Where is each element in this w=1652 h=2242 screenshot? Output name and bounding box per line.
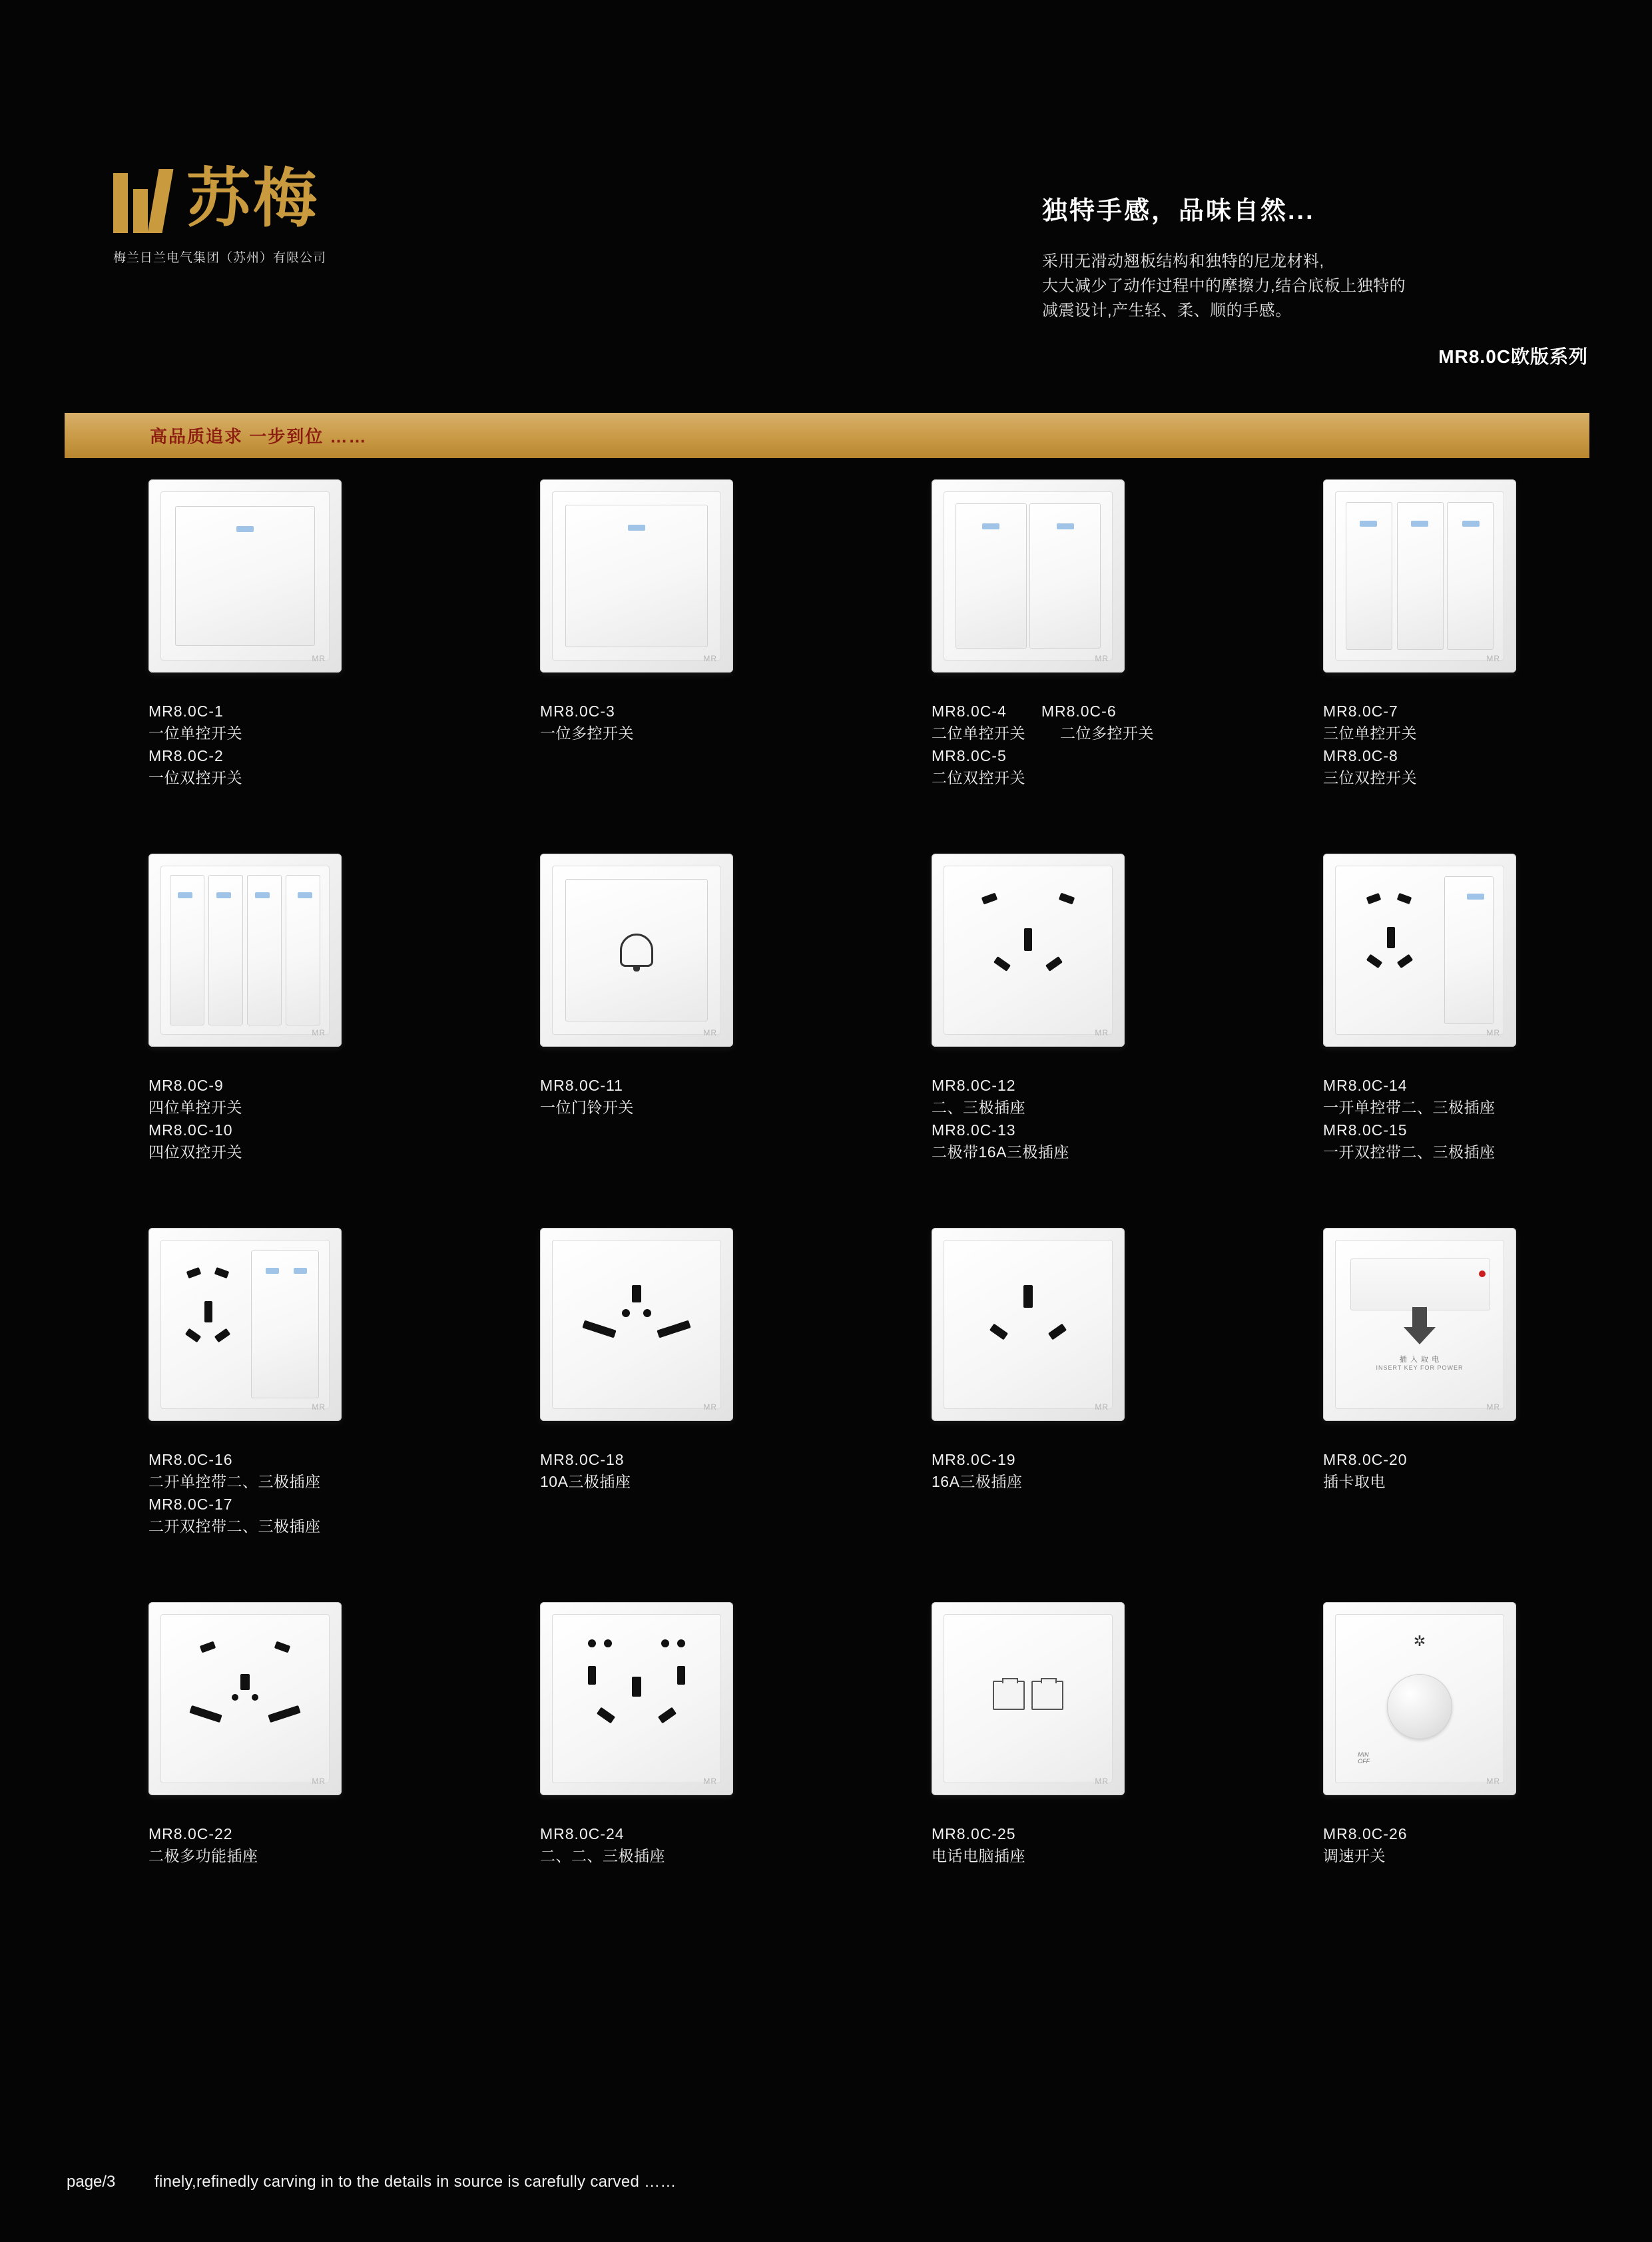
product-code: MR8.0C-10 (148, 1121, 233, 1139)
product-name: 二开双控带二、三极插座 (148, 1518, 321, 1536)
product-image-switch-3gang: MR (1323, 466, 1566, 686)
product-image-switch-1gang-multi: MR (540, 466, 783, 686)
card-slot-label (1323, 1354, 1516, 1371)
product-code: MR8.0C-7 (1323, 702, 1398, 720)
product-row (0, 840, 1652, 1215)
product-caption (932, 1823, 1175, 1963)
product-caption (1323, 701, 1566, 840)
data-jack-icon (1031, 1681, 1063, 1710)
product-name: 调速开关 (1323, 1847, 1386, 1865)
product-code: MR8.0C-9 (148, 1077, 224, 1094)
product-card[interactable] (392, 466, 783, 840)
product-caption (540, 1449, 783, 1589)
page-number: page/3 (67, 2173, 116, 2191)
product-row (0, 466, 1652, 840)
product-name: 二位双控开关 (932, 769, 1025, 787)
product-card[interactable] (0, 1215, 392, 1589)
product-card[interactable] (1175, 1215, 1566, 1589)
product-caption (932, 701, 1175, 840)
header-body-line-1: 采用无滑动翘板结构和独特的尼龙材料, (1042, 252, 1324, 270)
product-name: 三位双控开关 (1323, 769, 1417, 787)
product-name: 二、三极插座 (932, 1099, 1025, 1117)
product-card[interactable] (1175, 840, 1566, 1215)
product-caption (1323, 1823, 1566, 1963)
knob-scale (1358, 1751, 1370, 1765)
product-image-socket-1switch: MR (1323, 840, 1566, 1060)
product-code: MR8.0C-1 (148, 702, 224, 720)
product-name: 一位单控开关 (148, 724, 242, 742)
product-image-socket-multifunction: MR (148, 1589, 392, 1809)
product-card[interactable] (783, 466, 1175, 840)
product-image-socket-multi-10a: MR (540, 1215, 783, 1434)
product-row (0, 1215, 1652, 1589)
product-image-switch-2gang: MR (932, 466, 1175, 686)
product-code: MR8.0C-17 (148, 1495, 233, 1513)
product-caption (148, 1823, 392, 1963)
knob-label-min: MIN (1358, 1751, 1369, 1758)
section-banner (65, 413, 1589, 458)
product-code: MR8.0C-18 (540, 1451, 625, 1468)
product-card[interactable] (0, 466, 392, 840)
product-card[interactable] (0, 840, 392, 1215)
header-body-line-3: 减震设计,产生轻、柔、顺的手感。 (1042, 302, 1292, 320)
product-code: MR8.0C-13 (932, 1121, 1016, 1139)
product-name: 一开单控带二、三极插座 (1323, 1099, 1496, 1117)
product-name: 三位单控开关 (1323, 724, 1417, 742)
header-body-line-2: 大大减少了动作过程中的摩擦力,结合底板上独特的 (1042, 277, 1406, 296)
product-caption (148, 701, 392, 840)
product-name: 二、二、三极插座 (540, 1847, 665, 1865)
product-image-switch-4gang: MR (148, 840, 392, 1060)
speed-knob[interactable] (1387, 1674, 1452, 1739)
status-indicator (1479, 1270, 1486, 1277)
product-code: MR8.0C-20 (1323, 1451, 1408, 1468)
product-image-tel-data-socket: MR (932, 1589, 1175, 1809)
product-caption (932, 1075, 1175, 1215)
product-code: MR8.0C-6 (1041, 702, 1117, 720)
product-code: MR8.0C-3 (540, 702, 615, 720)
product-name: 二极多功能插座 (148, 1847, 258, 1865)
header-text-block (1042, 190, 1588, 369)
product-code: MR8.0C-14 (1323, 1077, 1408, 1094)
product-code: MR8.0C-25 (932, 1825, 1016, 1842)
product-caption (148, 1449, 392, 1589)
card-slot (1350, 1259, 1491, 1310)
product-card[interactable] (783, 1589, 1175, 1963)
telephone-jack-icon (993, 1681, 1025, 1710)
product-code: MR8.0C-2 (148, 746, 224, 764)
product-code: MR8.0C-26 (1323, 1825, 1408, 1842)
product-name: 一开双控带二、三极插座 (1323, 1143, 1496, 1161)
product-name: 四位双控开关 (148, 1143, 242, 1161)
product-name: 一位多控开关 (540, 724, 634, 742)
product-image-key-card-power: 插 入 取 电 INSERT KEY FOR POWER MR (1323, 1215, 1566, 1434)
section-banner-text: 高品质追求 一步到位 …… (150, 426, 368, 447)
brand-name: 苏梅 (186, 160, 320, 236)
product-code: MR8.0C-24 (540, 1825, 625, 1842)
product-name: 插卡取电 (1323, 1473, 1386, 1491)
product-card[interactable] (783, 1215, 1175, 1589)
product-image-doorbell-switch: MR (540, 840, 783, 1060)
product-name: 二位多控开关 (1060, 724, 1154, 742)
product-code: MR8.0C-15 (1323, 1121, 1408, 1139)
product-name: 一位门铃开关 (540, 1099, 634, 1117)
product-card[interactable] (392, 1589, 783, 1963)
product-caption (148, 1075, 392, 1215)
product-code: MR8.0C-8 (1323, 746, 1398, 764)
product-name: 电话电脑插座 (932, 1847, 1025, 1865)
product-code: MR8.0C-12 (932, 1077, 1016, 1094)
fan-icon: ✲ (1413, 1633, 1426, 1650)
product-code: MR8.0C-22 (148, 1825, 233, 1842)
card-label-cn: 插 入 取 电 (1399, 1355, 1440, 1364)
product-card[interactable] (392, 1215, 783, 1589)
product-code: MR8.0C-16 (148, 1451, 233, 1468)
product-name: 四位单控开关 (148, 1099, 242, 1117)
product-caption (540, 701, 783, 840)
product-name: 10A三极插座 (540, 1473, 631, 1491)
product-card[interactable] (1175, 1589, 1566, 1963)
product-name: 16A三极插座 (932, 1473, 1023, 1491)
product-caption (540, 1823, 783, 1963)
product-code: MR8.0C-5 (932, 746, 1007, 764)
product-image-socket-2switch: MR (148, 1215, 392, 1434)
brand-logo (113, 160, 393, 266)
bell-icon (620, 934, 653, 967)
product-image-socket-16a: MR (932, 1215, 1175, 1434)
series-label: MR8.0C欧版系列 (1438, 346, 1588, 367)
product-name: 二极带16A三极插座 (932, 1143, 1069, 1161)
product-card[interactable] (392, 840, 783, 1215)
headline: 独特手感，品味自然... (1042, 197, 1315, 225)
product-image-socket-2-2-3pole: MR (540, 1589, 783, 1809)
product-row (0, 1589, 1652, 1963)
product-name: 二位单控开关 (932, 724, 1025, 742)
product-card[interactable] (1175, 466, 1566, 840)
product-code: MR8.0C-19 (932, 1451, 1016, 1468)
knob-label-off: OFF (1358, 1757, 1370, 1765)
product-image-speed-control-switch: ✲ MIN OFF MR (1323, 1589, 1566, 1809)
product-caption (1323, 1449, 1566, 1589)
product-image-switch-1gang: MR (148, 466, 392, 686)
page-header (0, 0, 1652, 380)
product-card[interactable] (783, 840, 1175, 1215)
sumei-logo-icon (113, 169, 174, 233)
product-caption (540, 1075, 783, 1215)
product-name: 二开单控带二、三极插座 (148, 1473, 321, 1491)
product-card[interactable] (0, 1589, 392, 1963)
product-code: MR8.0C-4 (932, 702, 1007, 720)
product-image-socket-2-3pole: MR (932, 840, 1175, 1060)
product-caption (1323, 1075, 1566, 1215)
page-footer (0, 2142, 1652, 2242)
footer-tagline: finely,refinedly carving in to the details in source is carefully carved …… (154, 2173, 677, 2191)
company-name: 梅兰日兰电气集团（苏州）有限公司 (113, 251, 327, 265)
card-label-en: INSERT KEY FOR POWER (1376, 1364, 1464, 1371)
product-grid (0, 466, 1652, 1963)
product-caption (932, 1449, 1175, 1589)
product-code: MR8.0C-11 (540, 1077, 623, 1094)
product-name: 一位双控开关 (148, 769, 242, 787)
